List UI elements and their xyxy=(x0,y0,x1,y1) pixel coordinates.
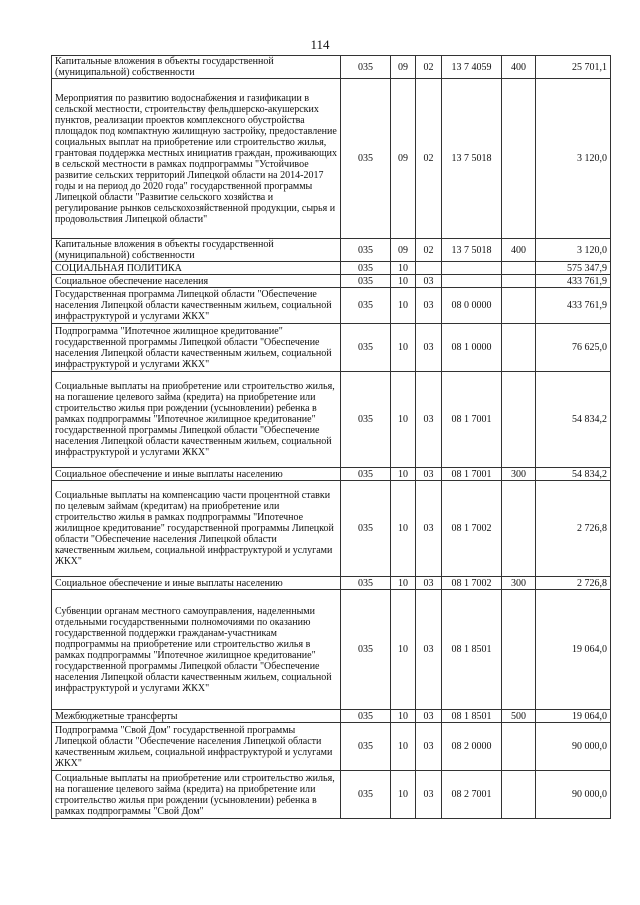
subsection-code: 03 xyxy=(416,723,442,771)
section-code: 10 xyxy=(391,468,416,481)
subsection-code: 03 xyxy=(416,590,442,710)
target-article-code: 08 1 8501 xyxy=(442,710,502,723)
subsection-code: 03 xyxy=(416,324,442,372)
amount: 76 625,0 xyxy=(536,324,611,372)
section-code: 10 xyxy=(391,324,416,372)
subsection-code: 03 xyxy=(416,481,442,577)
amount: 433 761,9 xyxy=(536,288,611,324)
subsection-code: 03 xyxy=(416,577,442,590)
expense-type-code: 500 xyxy=(502,710,536,723)
expense-type-code xyxy=(502,288,536,324)
amount: 2 726,8 xyxy=(536,481,611,577)
row-name: Социальные выплаты на приобретение или строительство жилья, на погашение целевого займа (кредита) на приобретение или строительство жилья при рождении (усыновлении) ребенка в рамках подпрограммы "Ипотечное жилищное кредитование" государственной программы Липецкой области "Обеспечение населения Липецкой области качественным жильем, социальной инфраструктурой и услугами ЖКХ" xyxy=(52,372,341,468)
section-code: 09 xyxy=(391,79,416,239)
section-code: 09 xyxy=(391,56,416,79)
subsection-code xyxy=(416,262,442,275)
subsection-code: 03 xyxy=(416,468,442,481)
table-row xyxy=(52,56,611,79)
row-name: СОЦИАЛЬНАЯ ПОЛИТИКА xyxy=(52,262,341,275)
row-name: Капитальные вложения в объекты государственной (муниципальной) собственности xyxy=(52,56,341,79)
row-name: Социальные выплаты на приобретение или строительство жилья, на погашение целевого займа (кредита) на приобретение или строительство жилья при рождении (усыновлении) ребенка в рамках подпрограммы "Свой Дом" xyxy=(52,771,341,819)
target-article-code xyxy=(442,262,502,275)
row-name: Капитальные вложения в объекты государственной (муниципальной) собственности xyxy=(52,239,341,262)
amount: 54 834,2 xyxy=(536,372,611,468)
target-article-code: 08 1 0000 xyxy=(442,324,502,372)
subsection-code: 02 xyxy=(416,239,442,262)
ministry-code: 035 xyxy=(341,481,391,577)
section-code: 10 xyxy=(391,262,416,275)
table-row xyxy=(52,79,611,239)
table-row xyxy=(52,481,611,577)
amount: 19 064,0 xyxy=(536,710,611,723)
ministry-code: 035 xyxy=(341,577,391,590)
expense-type-code xyxy=(502,590,536,710)
target-article-code: 13 7 5018 xyxy=(442,239,502,262)
ministry-code: 035 xyxy=(341,710,391,723)
table-row xyxy=(52,288,611,324)
subsection-code: 03 xyxy=(416,771,442,819)
expense-type-code xyxy=(502,79,536,239)
row-name: Государственная программа Липецкой области "Обеспечение населения Липецкой области качественным жильем, социальной инфраструктурой и услугами ЖКХ" xyxy=(52,288,341,324)
ministry-code: 035 xyxy=(341,468,391,481)
amount: 90 000,0 xyxy=(536,723,611,771)
expense-type-code: 400 xyxy=(502,239,536,262)
table-row xyxy=(52,372,611,468)
section-code: 09 xyxy=(391,239,416,262)
subsection-code: 03 xyxy=(416,372,442,468)
target-article-code: 08 1 7001 xyxy=(442,372,502,468)
expense-type-code: 300 xyxy=(502,577,536,590)
row-name: Субвенции органам местного самоуправления, наделенными отдельными государственными полномочиями по оказанию государственной поддержки гражданам-участникам подпрограммы на приобретение или строительство жилья в рамках подпрограммы "Ипотечное жилищное кредитование" государственной программы Липецкой области "Обеспечение населения Липецкой области качественным жильем, социальной инфраструктурой и услугами ЖКХ" xyxy=(52,590,341,710)
target-article-code: 08 2 7001 xyxy=(442,771,502,819)
expense-type-code: 400 xyxy=(502,56,536,79)
table-row xyxy=(52,324,611,372)
section-code: 10 xyxy=(391,710,416,723)
amount: 2 726,8 xyxy=(536,577,611,590)
amount: 433 761,9 xyxy=(536,275,611,288)
row-name: Мероприятия по развитию водоснабжения и газификации в сельской местности, строительству фельдшерско-акушерских пунктов, реализации проектов комплексного обустройства площадок под компактную жилищную застройку, предоставление социальных выплат на приобретение или строительство жилья, грантовая поддержка местных инициатив граждан, проживающих в сельской местности в рамках подпрограммы "Устойчивое развитие сельских территорий Липецкой области на 2014-2017 годы и на период до 2020 года" государственной программы Липецкой области "Развитие сельского хозяйства и регулирование рынков сельскохозяйственной продукции, сырья и продовольствия Липецкой области" xyxy=(52,79,341,239)
subsection-code: 02 xyxy=(416,79,442,239)
table-row xyxy=(52,468,611,481)
section-code: 10 xyxy=(391,723,416,771)
table-row xyxy=(52,577,611,590)
row-name: Социальное обеспечение и иные выплаты населению xyxy=(52,577,341,590)
ministry-code: 035 xyxy=(341,771,391,819)
expense-type-code xyxy=(502,275,536,288)
subsection-code: 03 xyxy=(416,288,442,324)
row-name: Подпрограмма "Ипотечное жилищное кредитование" государственной программы Липецкой области "Обеспечение населения Липецкой области качественным жильем, социальной инфраструктурой и услугами ЖКХ" xyxy=(52,324,341,372)
target-article-code: 08 1 7002 xyxy=(442,577,502,590)
expense-type-code xyxy=(502,262,536,275)
table-row xyxy=(52,723,611,771)
table-row xyxy=(52,590,611,710)
budget-table xyxy=(51,55,611,819)
row-name: Социальное обеспечение и иные выплаты населению xyxy=(52,468,341,481)
subsection-code: 03 xyxy=(416,275,442,288)
section-code: 10 xyxy=(391,372,416,468)
section-code: 10 xyxy=(391,288,416,324)
section-code: 10 xyxy=(391,481,416,577)
target-article-code: 08 1 7001 xyxy=(442,468,502,481)
ministry-code: 035 xyxy=(341,56,391,79)
amount: 19 064,0 xyxy=(536,590,611,710)
expense-type-code xyxy=(502,771,536,819)
page-number: 114 xyxy=(310,37,330,52)
amount: 25 701,1 xyxy=(536,56,611,79)
expense-type-code xyxy=(502,372,536,468)
amount: 3 120,0 xyxy=(536,239,611,262)
target-article-code: 08 1 7002 xyxy=(442,481,502,577)
row-name: Социальные выплаты на компенсацию части процентной ставки по целевым займам (кредитам) на приобретение или строительство жилья в рамках подпрограммы "Ипотечное жилищное кредитование" государственной программы Липецкой области "Обеспечение населения Липецкой области качественным жильем, социальной инфраструктурой и услугами ЖКХ" xyxy=(52,481,341,577)
table-row xyxy=(52,710,611,723)
target-article-code: 08 2 0000 xyxy=(442,723,502,771)
target-article-code xyxy=(442,275,502,288)
target-article-code: 13 7 5018 xyxy=(442,79,502,239)
section-code: 10 xyxy=(391,590,416,710)
subsection-code: 03 xyxy=(416,710,442,723)
section-code: 10 xyxy=(391,275,416,288)
row-name: Подпрограмма "Свой Дом" государственной программы Липецкой области "Обеспечение населения Липецкой области качественным жильем, социальной инфраструктурой и услугами ЖКХ" xyxy=(52,723,341,771)
ministry-code: 035 xyxy=(341,372,391,468)
ministry-code: 035 xyxy=(341,288,391,324)
target-article-code: 08 1 8501 xyxy=(442,590,502,710)
amount: 90 000,0 xyxy=(536,771,611,819)
expense-type-code xyxy=(502,324,536,372)
amount: 54 834,2 xyxy=(536,468,611,481)
ministry-code: 035 xyxy=(341,79,391,239)
target-article-code: 08 0 0000 xyxy=(442,288,502,324)
amount: 3 120,0 xyxy=(536,79,611,239)
target-article-code: 13 7 4059 xyxy=(442,56,502,79)
table-row xyxy=(52,771,611,819)
ministry-code: 035 xyxy=(341,239,391,262)
section-code: 10 xyxy=(391,577,416,590)
subsection-code: 02 xyxy=(416,56,442,79)
ministry-code: 035 xyxy=(341,275,391,288)
expense-type-code: 300 xyxy=(502,468,536,481)
expense-type-code xyxy=(502,481,536,577)
table-row xyxy=(52,275,611,288)
row-name: Социальное обеспечение населения xyxy=(52,275,341,288)
row-name: Межбюджетные трансферты xyxy=(52,710,341,723)
ministry-code: 035 xyxy=(341,723,391,771)
section-code: 10 xyxy=(391,771,416,819)
table-body xyxy=(52,56,611,819)
ministry-code: 035 xyxy=(341,262,391,275)
amount: 575 347,9 xyxy=(536,262,611,275)
expense-type-code xyxy=(502,723,536,771)
ministry-code: 035 xyxy=(341,590,391,710)
ministry-code: 035 xyxy=(341,324,391,372)
table-row xyxy=(52,239,611,262)
table-row xyxy=(52,262,611,275)
